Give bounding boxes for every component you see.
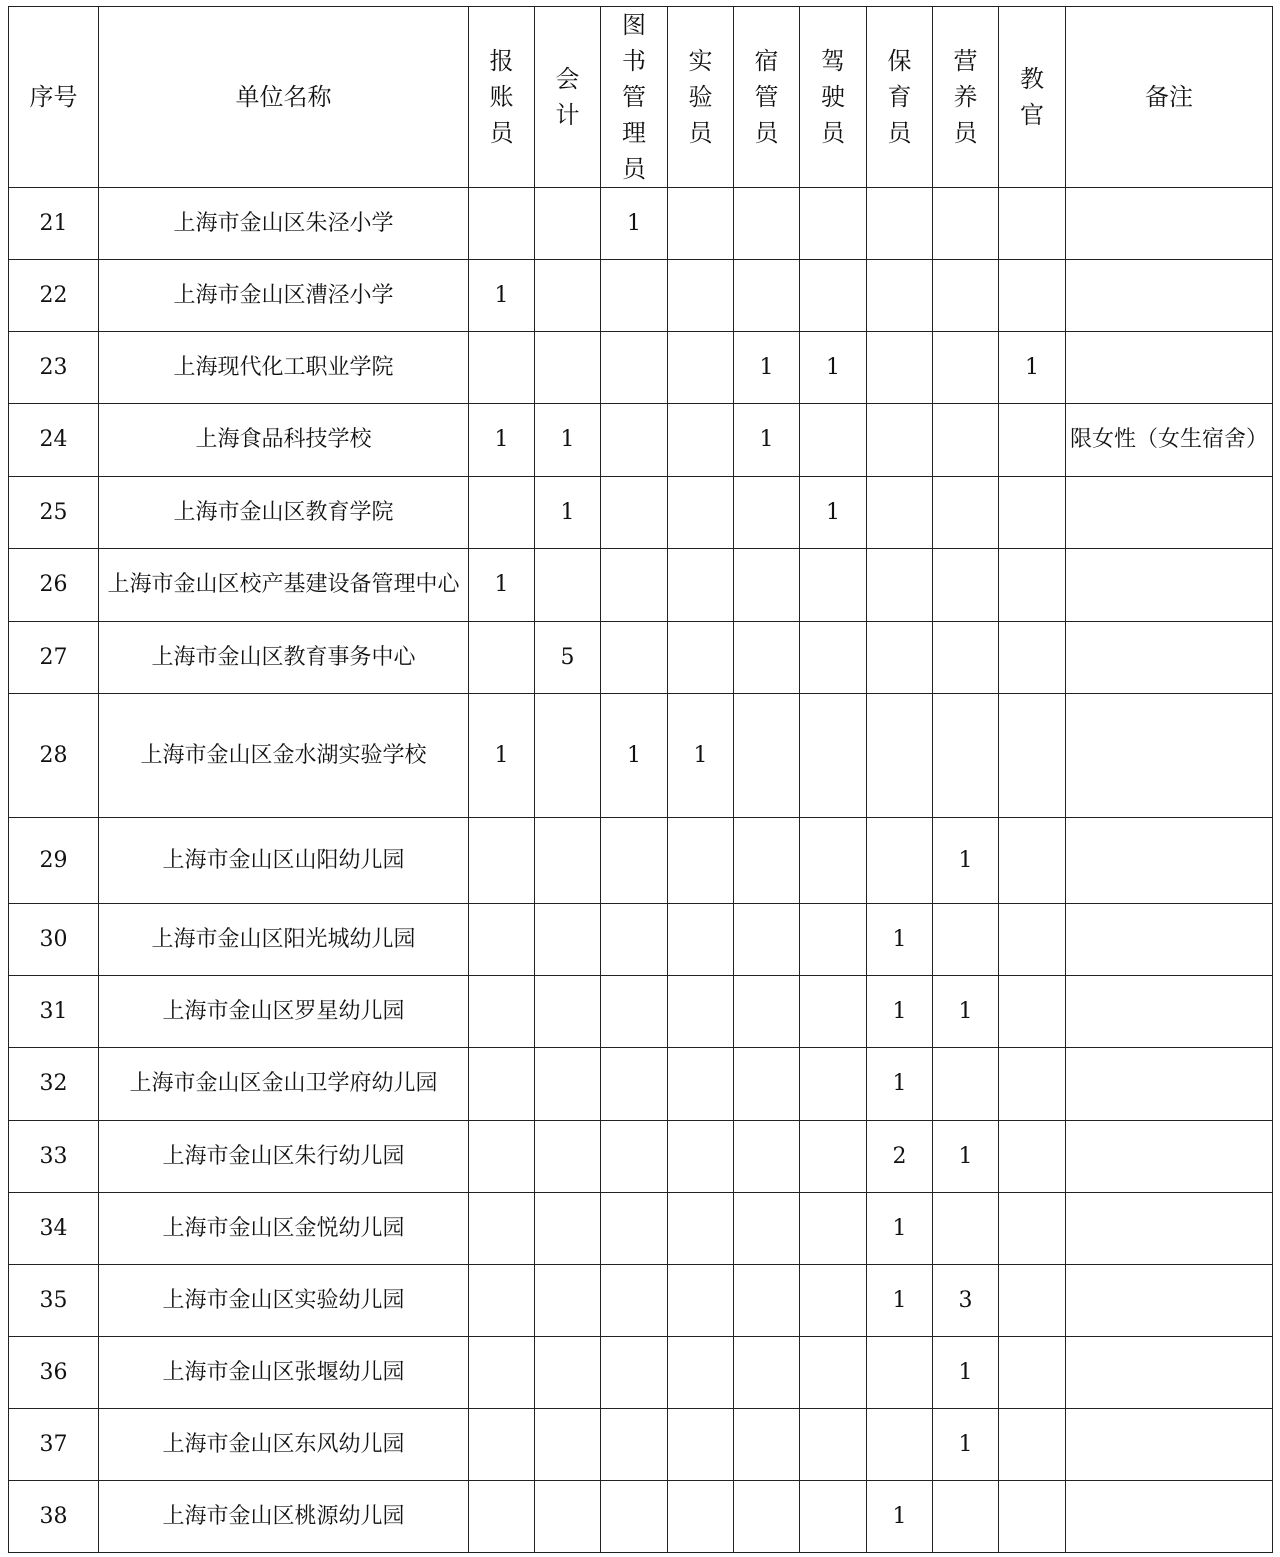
row-note [1066,694,1273,818]
row-count-cell [867,188,933,260]
row-count-cell [867,549,933,622]
row-seq: 30 [9,904,99,976]
row-count-cell [867,1409,933,1481]
table-row [9,1409,1273,1481]
row-count-cell [999,188,1066,260]
row-note [1066,477,1273,549]
row-count-cell [668,622,734,694]
row-count-cell [734,1337,800,1409]
row-unit-name: 上海市金山区金山卫学府幼儿园 [99,1048,469,1121]
row-seq: 35 [9,1265,99,1337]
row-count-cell: 1 [933,976,999,1048]
row-count-cell [800,1265,867,1337]
row-count-cell [734,1121,800,1193]
row-unit-name: 上海市金山区金悦幼儿园 [99,1193,469,1265]
row-count-cell [469,1265,535,1337]
row-note: 限女性（女生宿舍） [1066,404,1273,477]
table-row [9,694,1273,818]
header-role-drill-instructor [999,7,1066,188]
header-role-label: 营养员 [953,47,978,147]
row-count-cell [601,549,668,622]
row-count-cell [734,1048,800,1121]
header-role-lab-technician [668,7,734,188]
row-count-cell: 1 [999,332,1066,404]
row-count-cell [933,1193,999,1265]
row-unit-name: 上海市金山区校产基建设备管理中心 [99,549,469,622]
row-unit-name: 上海市金山区朱行幼儿园 [99,1121,469,1193]
row-count-cell [800,404,867,477]
row-count-cell [999,904,1066,976]
row-count-cell [933,694,999,818]
header-role-label: 教官 [1020,65,1044,129]
row-seq: 33 [9,1121,99,1193]
row-seq: 26 [9,549,99,622]
row-count-cell: 1 [867,1193,933,1265]
row-count-cell [800,1121,867,1193]
header-role-accountant [535,7,601,188]
row-count-cell [668,1121,734,1193]
header-note: 备注 [1066,7,1273,188]
header-seq: 序号 [9,7,99,188]
row-count-cell [933,404,999,477]
row-count-cell: 1 [800,477,867,549]
row-count-cell: 2 [867,1121,933,1193]
row-unit-name: 上海市金山区山阳幼儿园 [99,818,469,904]
row-count-cell: 1 [535,477,601,549]
row-count-cell: 1 [867,1481,933,1553]
header-role-label: 驾驶员 [821,47,845,147]
header-role-reimbursement-clerk [469,7,535,188]
row-seq: 24 [9,404,99,477]
row-count-cell [999,1265,1066,1337]
row-unit-name: 上海现代化工职业学院 [99,332,469,404]
row-count-cell: 5 [535,622,601,694]
row-count-cell [734,1409,800,1481]
table-row [9,1265,1273,1337]
row-seq: 32 [9,1048,99,1121]
header-role-label: 报账员 [489,47,514,147]
row-unit-name: 上海食品科技学校 [99,404,469,477]
row-count-cell [535,1193,601,1265]
row-count-cell [867,404,933,477]
row-count-cell [734,1193,800,1265]
row-note [1066,549,1273,622]
row-count-cell [734,549,800,622]
row-count-cell [469,1481,535,1553]
row-unit-name: 上海市金山区金水湖实验学校 [99,694,469,818]
row-count-cell [999,976,1066,1048]
row-count-cell [933,332,999,404]
row-count-cell: 1 [668,694,734,818]
header-role-label: 保育员 [887,47,912,147]
row-unit-name: 上海市金山区实验幼儿园 [99,1265,469,1337]
row-count-cell [867,1337,933,1409]
row-note [1066,976,1273,1048]
table-row [9,1481,1273,1553]
header-role-driver [800,7,867,188]
table-body [9,188,1273,1553]
header-unit-name: 单位名称 [99,7,469,188]
header-role-label: 实验员 [688,47,713,147]
row-count-cell [601,976,668,1048]
row-count-cell [668,477,734,549]
row-count-cell [668,332,734,404]
row-note [1066,1048,1273,1121]
row-count-cell [668,260,734,332]
row-count-cell: 1 [469,260,535,332]
row-count-cell [535,1121,601,1193]
row-count-cell [800,622,867,694]
row-count-cell: 1 [933,818,999,904]
row-count-cell [867,260,933,332]
row-count-cell [535,818,601,904]
row-count-cell [668,1481,734,1553]
row-count-cell [535,976,601,1048]
row-note [1066,188,1273,260]
row-count-cell [668,1409,734,1481]
row-count-cell [668,1048,734,1121]
row-count-cell [734,904,800,976]
row-count-cell [469,976,535,1048]
row-unit-name: 上海市金山区张堰幼儿园 [99,1337,469,1409]
row-count-cell [469,904,535,976]
row-count-cell [668,976,734,1048]
row-count-cell: 1 [867,904,933,976]
row-count-cell [999,404,1066,477]
row-count-cell [800,904,867,976]
table-row [9,260,1273,332]
row-seq: 36 [9,1337,99,1409]
row-count-cell [867,818,933,904]
row-seq: 28 [9,694,99,818]
row-count-cell [999,1337,1066,1409]
row-count-cell [734,477,800,549]
row-count-cell [734,188,800,260]
row-count-cell [800,1481,867,1553]
row-count-cell [999,1048,1066,1121]
row-count-cell [469,477,535,549]
row-count-cell [469,332,535,404]
row-count-cell [999,260,1066,332]
row-count-cell [999,477,1066,549]
row-count-cell [469,1409,535,1481]
row-count-cell [601,1048,668,1121]
row-count-cell [800,818,867,904]
row-count-cell [800,694,867,818]
row-count-cell [535,549,601,622]
row-seq: 29 [9,818,99,904]
row-count-cell [668,1193,734,1265]
row-count-cell [734,1265,800,1337]
table-row [9,1048,1273,1121]
row-note [1066,622,1273,694]
row-note [1066,1337,1273,1409]
row-count-cell [800,1409,867,1481]
row-count-cell [469,188,535,260]
row-count-cell [668,818,734,904]
row-seq: 21 [9,188,99,260]
row-unit-name: 上海市金山区教育事务中心 [99,622,469,694]
row-count-cell: 1 [933,1409,999,1481]
row-count-cell [668,904,734,976]
row-count-cell [469,1121,535,1193]
row-count-cell [601,1409,668,1481]
row-count-cell: 1 [867,1265,933,1337]
row-count-cell [800,188,867,260]
row-count-cell [601,404,668,477]
row-count-cell [867,332,933,404]
table-row [9,477,1273,549]
row-unit-name: 上海市金山区东风幼儿园 [99,1409,469,1481]
row-note [1066,1121,1273,1193]
row-count-cell [601,477,668,549]
row-count-cell [601,622,668,694]
row-unit-name: 上海市金山区漕泾小学 [99,260,469,332]
table-row [9,1193,1273,1265]
row-count-cell: 1 [867,976,933,1048]
row-count-cell [933,904,999,976]
table-row [9,622,1273,694]
table-row [9,332,1273,404]
row-count-cell [668,404,734,477]
row-count-cell: 1 [800,332,867,404]
row-count-cell [469,622,535,694]
row-count-cell [668,1265,734,1337]
row-count-cell [469,818,535,904]
row-unit-name: 上海市金山区教育学院 [99,477,469,549]
row-count-cell [535,1337,601,1409]
row-count-cell: 1 [601,188,668,260]
row-unit-name: 上海市金山区罗星幼儿园 [99,976,469,1048]
row-count-cell [601,1481,668,1553]
header-role-label: 图书管理员 [622,11,646,183]
row-count-cell [601,1121,668,1193]
row-count-cell [933,477,999,549]
row-count-cell [469,1337,535,1409]
row-count-cell [734,260,800,332]
header-row [9,7,1273,188]
row-count-cell [800,1048,867,1121]
row-count-cell: 1 [469,694,535,818]
row-count-cell [867,622,933,694]
row-count-cell: 1 [535,404,601,477]
row-note [1066,818,1273,904]
table-row [9,404,1273,477]
row-count-cell [601,818,668,904]
row-note [1066,1409,1273,1481]
row-count-cell [933,1048,999,1121]
row-count-cell [601,1337,668,1409]
row-count-cell [668,549,734,622]
row-count-cell: 1 [734,404,800,477]
row-count-cell [535,1409,601,1481]
row-count-cell [734,1481,800,1553]
table-row [9,976,1273,1048]
row-count-cell: 3 [933,1265,999,1337]
row-count-cell [933,188,999,260]
table-row [9,904,1273,976]
row-count-cell [800,976,867,1048]
table-row [9,818,1273,904]
row-count-cell: 1 [734,332,800,404]
row-count-cell [535,260,601,332]
row-count-cell [734,976,800,1048]
row-count-cell [601,260,668,332]
row-count-cell: 1 [933,1121,999,1193]
row-count-cell [933,549,999,622]
row-unit-name: 上海市金山区桃源幼儿园 [99,1481,469,1553]
staffing-table [8,6,1273,1553]
row-count-cell: 1 [601,694,668,818]
row-unit-name: 上海市金山区阳光城幼儿园 [99,904,469,976]
row-count-cell [601,904,668,976]
table-row [9,1337,1273,1409]
row-count-cell [734,818,800,904]
row-count-cell: 1 [933,1337,999,1409]
row-note [1066,260,1273,332]
row-count-cell [535,1481,601,1553]
header-role-nutritionist [933,7,999,188]
row-seq: 34 [9,1193,99,1265]
row-count-cell [867,694,933,818]
row-count-cell [999,1121,1066,1193]
row-count-cell [601,1193,668,1265]
table-row [9,188,1273,260]
row-count-cell [734,694,800,818]
row-note [1066,1265,1273,1337]
row-count-cell: 1 [469,404,535,477]
row-note [1066,1481,1273,1553]
row-count-cell [800,549,867,622]
row-count-cell [734,622,800,694]
row-count-cell [933,260,999,332]
header-role-label: 宿管员 [754,47,779,147]
row-seq: 25 [9,477,99,549]
row-count-cell [999,622,1066,694]
table-row [9,1121,1273,1193]
row-count-cell [535,188,601,260]
row-count-cell [668,1337,734,1409]
row-count-cell [999,1481,1066,1553]
row-count-cell [999,694,1066,818]
table-row [9,549,1273,622]
row-count-cell [999,1409,1066,1481]
row-count-cell [800,1193,867,1265]
row-seq: 38 [9,1481,99,1553]
row-seq: 22 [9,260,99,332]
row-count-cell [535,1265,601,1337]
row-note [1066,1193,1273,1265]
row-count-cell [601,1265,668,1337]
row-unit-name: 上海市金山区朱泾小学 [99,188,469,260]
row-count-cell [469,1048,535,1121]
row-count-cell [933,1481,999,1553]
row-count-cell [535,694,601,818]
row-seq: 31 [9,976,99,1048]
row-note [1066,332,1273,404]
row-seq: 37 [9,1409,99,1481]
row-count-cell [999,549,1066,622]
row-count-cell [867,477,933,549]
row-seq: 23 [9,332,99,404]
row-seq: 27 [9,622,99,694]
header-role-label: 会计 [555,65,580,129]
row-count-cell [535,904,601,976]
row-count-cell [933,622,999,694]
row-count-cell: 1 [469,549,535,622]
row-count-cell [800,1337,867,1409]
row-count-cell [535,1048,601,1121]
header-role-dorm-manager [734,7,800,188]
row-count-cell [999,1193,1066,1265]
row-count-cell: 1 [867,1048,933,1121]
row-count-cell [601,332,668,404]
row-note [1066,904,1273,976]
row-count-cell [800,260,867,332]
row-count-cell [999,818,1066,904]
header-role-librarian [601,7,668,188]
row-count-cell [535,332,601,404]
header-role-childcare-worker [867,7,933,188]
row-count-cell [668,188,734,260]
row-count-cell [469,1193,535,1265]
